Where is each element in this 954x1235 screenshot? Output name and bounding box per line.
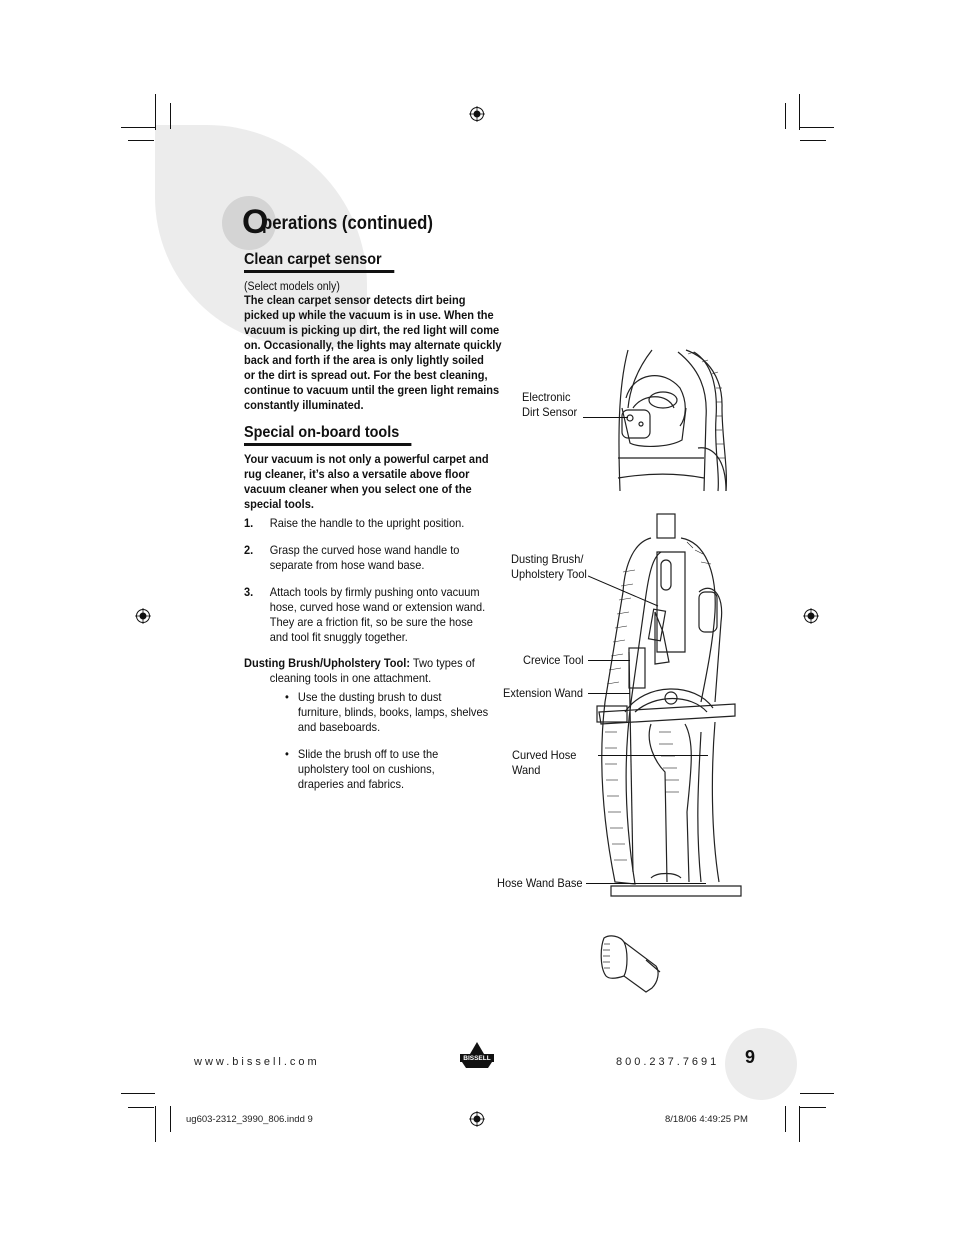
crop-mark: [800, 1093, 834, 1094]
crop-mark: [121, 1093, 155, 1094]
callout-line: [588, 572, 668, 612]
callout-electronic-dirt-sensor: Electronic Dirt Sensor: [522, 390, 578, 419]
crop-mark: [799, 1106, 800, 1142]
crop-mark: [170, 103, 171, 129]
crop-mark: [800, 1107, 826, 1108]
bissell-logo-icon: [458, 1042, 496, 1068]
vacuum-tools-illustration: [595, 512, 747, 900]
website-url: www.bissell.com: [194, 1056, 320, 1068]
bullet-item: • Slide the brush off to use the upholstery tool on cushions, draperies and fabrics.: [285, 747, 439, 791]
callout-dusting-brush: Dusting Brush/ Upholstery Tool: [511, 552, 587, 581]
dusting-brush-tool-illustration: [598, 932, 664, 994]
crop-mark: [155, 94, 156, 130]
svg-text:BISSELL: BISSELL: [463, 1055, 491, 1062]
callout-line: [583, 417, 628, 418]
page-number: 9: [745, 1047, 756, 1067]
clean-sensor-description: The clean carpet sensor detects dirt being picked up while the vacuum is in use. When the vacuum is picking up dirt, the red light will come on. Occasionally, the lights may alternate quickly back and forth if the area is only lightly soiled or the dirt is spread out. For the best cleaning, continue to vacuum until the green light remains constantly illuminated.: [244, 293, 502, 412]
callout-curved-hose-wand: Curved Hose Wand: [512, 748, 577, 777]
crop-mark: [170, 1106, 171, 1132]
phone-number: 800.237.7691: [616, 1056, 720, 1068]
bullet-item: • Use the dusting brush to dust furniture, blinds, books, lamps, shelves and baseboards.: [285, 690, 489, 734]
slug-timestamp: 8/18/06 4:49:25 PM: [665, 1114, 748, 1125]
crop-mark: [800, 140, 826, 141]
callout-line: [588, 693, 630, 694]
page-number-circle: [725, 1028, 797, 1100]
crop-mark: [121, 127, 155, 128]
dusting-brush-description: Dusting Brush/Upholstery Tool: Two types of cleaning tools in one attachment.: [244, 656, 475, 685]
callout-line: [588, 660, 630, 661]
registration-mark-icon: [469, 106, 485, 122]
crop-mark: [128, 140, 154, 141]
vacuum-sensor-illustration: [608, 348, 733, 493]
slug-filename: ug603-2312_3990_806.indd 9: [186, 1114, 313, 1125]
registration-mark-icon: [469, 1111, 485, 1127]
title-initial: O: [242, 203, 269, 241]
select-models-note: (Select models only): [244, 281, 340, 293]
registration-mark-icon: [135, 608, 151, 624]
crop-mark: [155, 1106, 156, 1142]
callout-crevice-tool: Crevice Tool: [523, 653, 584, 667]
tools-intro: Your vacuum is not only a powerful carpet and rug cleaner, it’s also a versatile above floor vacuum cleaner when you select one of the special tools.: [244, 452, 489, 511]
crop-mark: [785, 103, 786, 129]
crop-mark: [128, 1107, 154, 1108]
callout-line: [598, 755, 708, 756]
crop-mark: [785, 1106, 786, 1132]
heading-underline: [244, 443, 412, 446]
section-heading-clean-sensor: Clean carpet sensor: [244, 251, 382, 269]
callout-hose-wand-base: Hose Wand Base: [497, 876, 583, 890]
callout-extension-wand: Extension Wand: [503, 686, 583, 700]
crop-mark: [800, 127, 834, 128]
crop-mark: [799, 94, 800, 130]
registration-mark-icon: [803, 608, 819, 624]
page-title: perations (continued): [262, 213, 433, 234]
heading-underline: [244, 270, 394, 273]
section-heading-tools: Special on-board tools: [244, 424, 399, 442]
callout-line: [586, 883, 706, 884]
